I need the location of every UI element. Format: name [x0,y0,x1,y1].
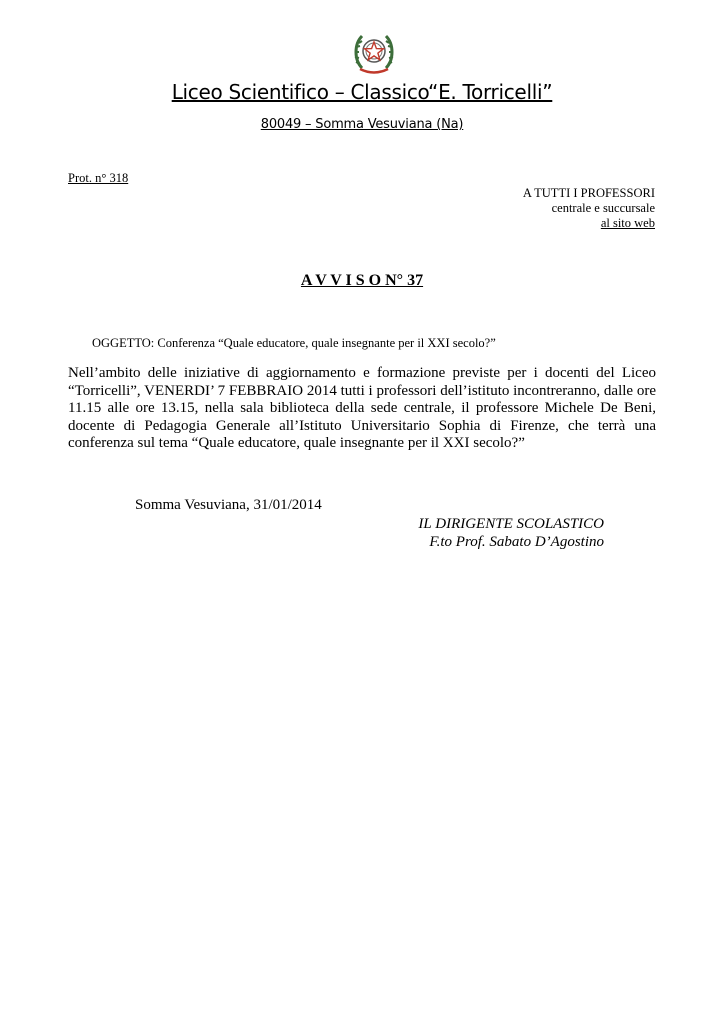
subject-line: OGGETTO: Conferenza “Quale educatore, quale insegnante per il XXI secolo?” [92,336,496,350]
recipients-line-3: al sito web [600,216,655,230]
notice-title: A V V I S O N° 37 [300,272,424,289]
protocol-number: Prot. n° 318 [68,171,129,185]
signature-block [0,515,604,551]
place-date: Somma Vesuviana, 31/01/2014 [135,497,322,513]
school-address: 80049 – Somma Vesuviana (Na) [260,117,464,132]
notice-body: Nell’ambito delle iniziative di aggiornamento e formazione previste per i docenti del Liceo “Torricelli”, VENERDI’ 7 FEBBRAIO 2014 tutti i professori dell’istituto incontreranno, dalle ore 11.15 alle ore 13.15, nella sala biblioteca della sede centrale, il professore Michele De Beni, docente di Pedagogia Generale all’Istituto Universitario Sophia di Firenze, che terrà una conferenza sul tema “Quale educatore, quale insegnante per il XXI secolo?” [68,365,656,451]
italian-republic-emblem-icon [352,30,396,76]
recipients-block [523,186,655,231]
signature-name: F.to Prof. Sabato D’Agostino [429,534,604,550]
school-name: Liceo Scientifico – Classico“E. Torricelli” [171,80,553,104]
recipients-line-2: centrale e succursale [551,201,655,215]
recipients-line-1: A TUTTI I PROFESSORI [522,186,655,200]
signature-role: IL DIRIGENTE SCOLASTICO [418,516,604,532]
